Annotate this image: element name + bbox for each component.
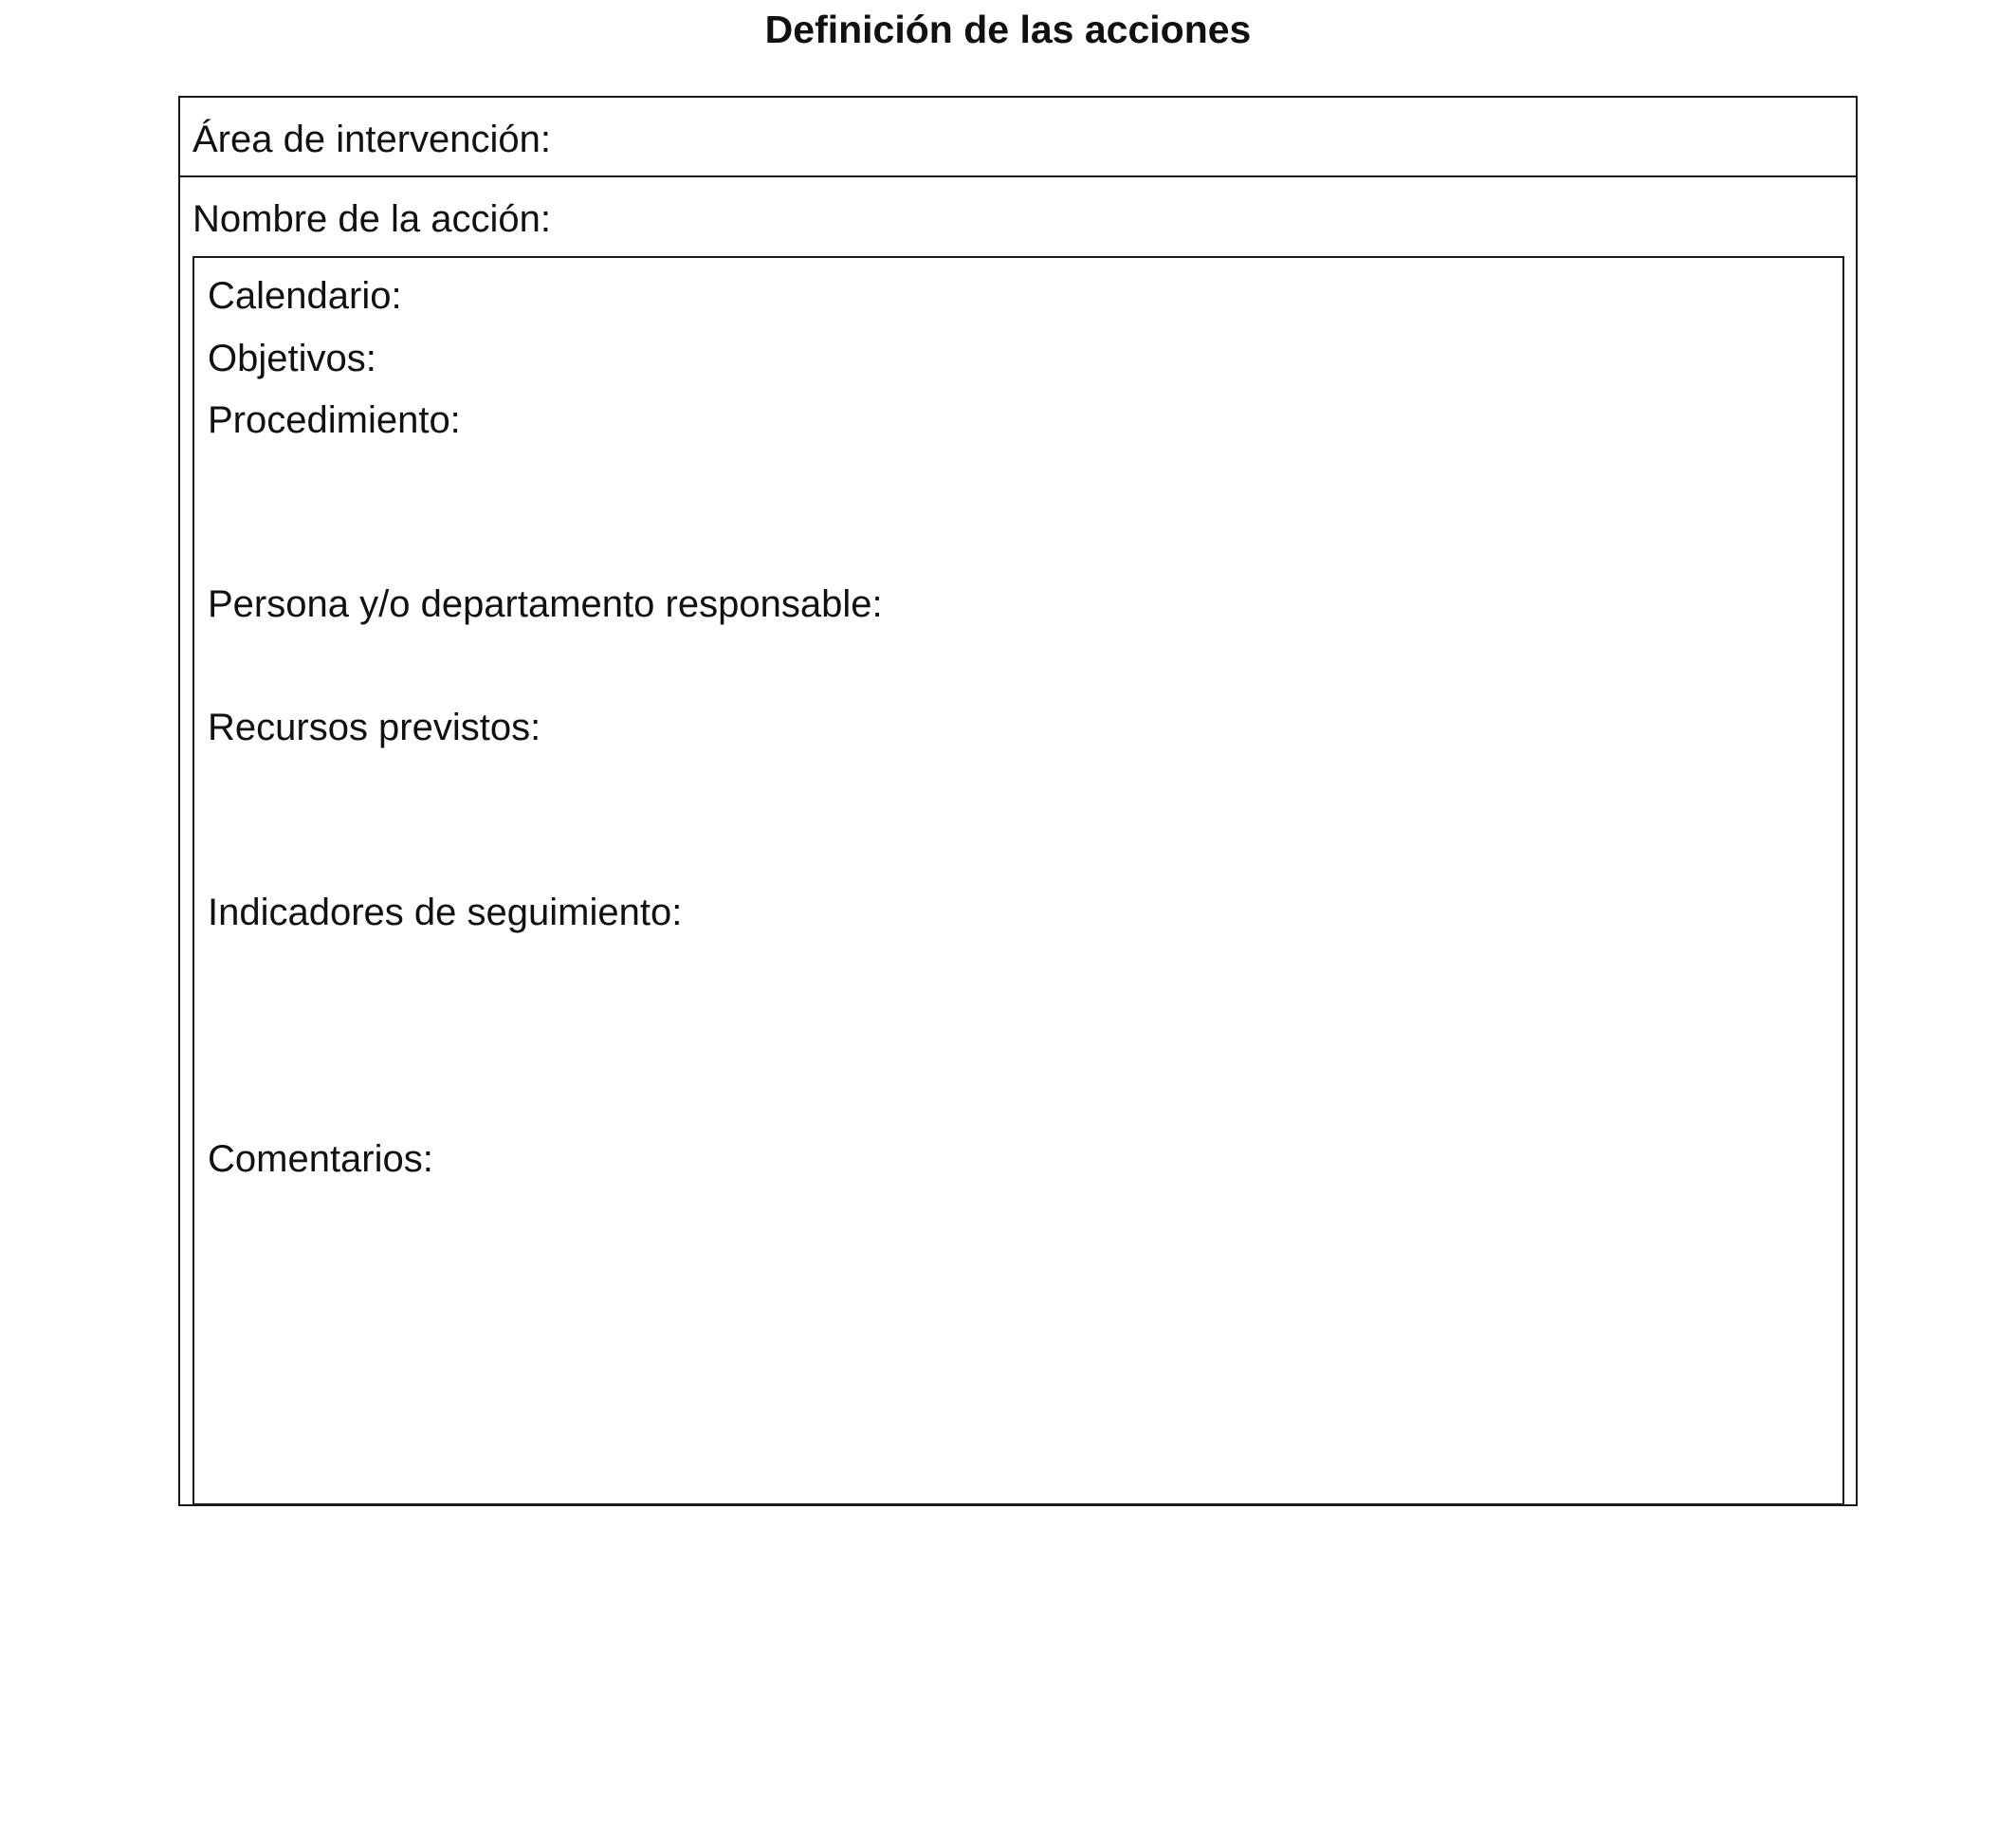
page-title: Definición de las acciones — [764, 8, 1252, 51]
action-details-box — [192, 256, 1844, 1506]
resources-label: Recursos previstos: — [208, 707, 541, 748]
action-name-label: Nombre de la acción: — [192, 198, 551, 240]
objectives-label: Objetivos: — [208, 338, 376, 379]
calendar-label: Calendario: — [208, 275, 402, 317]
responsible-label: Persona y/o departamento responsable: — [208, 583, 883, 625]
area-row — [180, 98, 1856, 177]
comments-label: Comentarios: — [208, 1138, 433, 1180]
indicators-label: Indicadores de seguimiento: — [208, 892, 683, 933]
procedure-label: Procedimiento: — [208, 399, 461, 441]
action-definition-form — [178, 96, 1858, 1506]
area-label: Área de intervención: — [192, 119, 552, 160]
